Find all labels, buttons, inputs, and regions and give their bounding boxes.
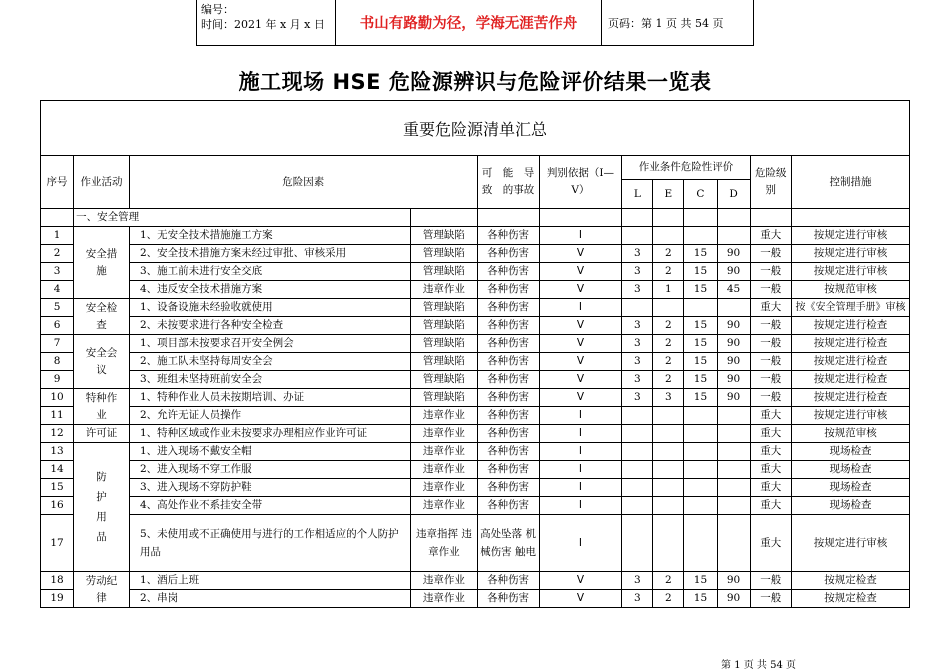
hazard-factor: 1、特种作业人员未按期培训、办证 — [129, 389, 410, 407]
value-L: 3 — [622, 335, 653, 353]
risk-level: 一般 — [750, 263, 791, 281]
hazard-type: 违章作业 — [411, 479, 477, 497]
table-row — [41, 281, 910, 299]
table-row — [41, 515, 910, 572]
row-number: 13 — [41, 443, 74, 461]
value-D — [717, 443, 750, 461]
basis: Ⅰ — [539, 227, 622, 245]
value-D — [717, 461, 750, 479]
basis: Ⅴ — [539, 335, 622, 353]
value-E: 2 — [653, 335, 684, 353]
page-footer: 第 1 页 共 54 页 — [721, 660, 796, 671]
hazard-type: 管理缺陷 — [411, 371, 477, 389]
value-L — [622, 515, 653, 572]
document-header — [196, 0, 754, 46]
value-C: 15 — [684, 353, 717, 371]
table-row — [41, 389, 910, 407]
hazard-type: 违章作业 — [411, 497, 477, 515]
value-E — [653, 461, 684, 479]
accident: 各种伤害 — [477, 353, 539, 371]
table-row — [41, 317, 910, 335]
activity-group: 劳动纪律 — [74, 572, 130, 608]
basis: Ⅴ — [539, 590, 622, 608]
header-activity: 作业活动 — [74, 156, 130, 209]
hazard-factor: 3、施工前未进行安全交底 — [129, 263, 410, 281]
value-D — [717, 425, 750, 443]
value-D: 90 — [717, 353, 750, 371]
risk-level: 重大 — [750, 425, 791, 443]
value-E: 2 — [653, 263, 684, 281]
control-measure: 按规定检查 — [791, 590, 909, 608]
value-D: 90 — [717, 245, 750, 263]
value-C: 15 — [684, 245, 717, 263]
basis: Ⅴ — [539, 245, 622, 263]
accident: 各种伤害 — [477, 425, 539, 443]
value-L — [622, 299, 653, 317]
control-measure: 按规定进行检查 — [791, 317, 909, 335]
value-E — [653, 425, 684, 443]
row-number: 1 — [41, 227, 74, 245]
row-number: 17 — [41, 515, 74, 572]
value-D: 90 — [717, 317, 750, 335]
accident: 各种伤害 — [477, 407, 539, 425]
value-C: 15 — [684, 263, 717, 281]
hazard-type: 管理缺陷 — [411, 389, 477, 407]
basis: Ⅰ — [539, 407, 622, 425]
hazard-factor: 2、施工队未坚持每周安全会 — [129, 353, 410, 371]
value-E: 1 — [653, 281, 684, 299]
section-label: 一、安全管理 — [74, 209, 411, 227]
hazard-type: 违章作业 — [411, 590, 477, 608]
value-L: 3 — [622, 263, 653, 281]
value-E: 2 — [653, 353, 684, 371]
header-basis: 判别依据（Ⅰ—Ⅴ） — [539, 156, 622, 209]
value-L — [622, 425, 653, 443]
hazard-factor: 1、酒后上班 — [129, 572, 410, 590]
control-measure: 按规定进行审核 — [791, 263, 909, 281]
basis: Ⅰ — [539, 299, 622, 317]
accident: 各种伤害 — [477, 461, 539, 479]
header-control: 控制措施 — [791, 156, 909, 209]
value-C — [684, 299, 717, 317]
value-L: 3 — [622, 572, 653, 590]
control-measure: 现场检查 — [791, 497, 909, 515]
row-number: 9 — [41, 371, 74, 389]
control-measure: 按规定进行审核 — [791, 515, 909, 572]
accident: 各种伤害 — [477, 590, 539, 608]
control-measure: 按规定进行检查 — [791, 371, 909, 389]
risk-level: 重大 — [750, 443, 791, 461]
value-L — [622, 497, 653, 515]
risk-level: 重大 — [750, 299, 791, 317]
hazard-factor: 3、进入现场不穿防护鞋 — [129, 479, 410, 497]
value-L: 3 — [622, 371, 653, 389]
header-L: L — [622, 180, 653, 209]
basis: Ⅴ — [539, 572, 622, 590]
value-C — [684, 461, 717, 479]
hazard-factor: 1、项目部未按要求召开安全例会 — [129, 335, 410, 353]
hazard-type: 违章作业 — [411, 425, 477, 443]
value-E — [653, 497, 684, 515]
value-C: 15 — [684, 317, 717, 335]
risk-level: 重大 — [750, 227, 791, 245]
table-row — [41, 479, 910, 497]
value-C — [684, 479, 717, 497]
header-meta — [196, 0, 336, 46]
basis: Ⅴ — [539, 317, 622, 335]
basis: Ⅰ — [539, 515, 622, 572]
risk-level: 重大 — [750, 497, 791, 515]
value-C: 15 — [684, 590, 717, 608]
hazard-factor: 1、无安全技术措施施工方案 — [129, 227, 410, 245]
hazard-factor: 4、高处作业不系挂安全带 — [129, 497, 410, 515]
hazard-type: 管理缺陷 — [411, 227, 477, 245]
value-D: 90 — [717, 590, 750, 608]
control-measure: 按规定进行审核 — [791, 227, 909, 245]
value-D — [717, 515, 750, 572]
value-C — [684, 425, 717, 443]
value-C: 15 — [684, 371, 717, 389]
value-L — [622, 479, 653, 497]
hazard-factor: 3、班组未坚持班前安全会 — [129, 371, 410, 389]
header-E: E — [653, 180, 684, 209]
row-number: 16 — [41, 497, 74, 515]
value-E: 2 — [653, 317, 684, 335]
risk-level: 重大 — [750, 515, 791, 572]
accident: 各种伤害 — [477, 281, 539, 299]
hazard-type: 管理缺陷 — [411, 245, 477, 263]
accident: 各种伤害 — [477, 443, 539, 461]
activity-group: 安全会议 — [74, 335, 130, 389]
control-measure: 按规定进行检查 — [791, 389, 909, 407]
hazard-table — [40, 155, 910, 608]
value-E — [653, 515, 684, 572]
value-D — [717, 299, 750, 317]
value-E: 2 — [653, 371, 684, 389]
value-E: 2 — [653, 572, 684, 590]
hazard-type: 违章指挥 违章作业 — [411, 515, 477, 572]
risk-level: 一般 — [750, 335, 791, 353]
table-row — [41, 590, 910, 608]
accident: 各种伤害 — [477, 572, 539, 590]
value-L: 3 — [622, 245, 653, 263]
control-measure: 按规范审核 — [791, 281, 909, 299]
accident: 各种伤害 — [477, 227, 539, 245]
table-row — [41, 353, 910, 371]
table-row — [41, 461, 910, 479]
value-L — [622, 407, 653, 425]
value-L: 3 — [622, 317, 653, 335]
risk-level: 一般 — [750, 590, 791, 608]
accident: 各种伤害 — [477, 245, 539, 263]
value-L: 3 — [622, 353, 653, 371]
number-label: 编号： — [201, 3, 234, 16]
section-seq-empty — [41, 209, 74, 227]
hazard-type: 违章作业 — [411, 281, 477, 299]
hazard-factor: 2、未按要求进行各种安全检查 — [129, 317, 410, 335]
value-D: 90 — [717, 371, 750, 389]
row-number: 12 — [41, 425, 74, 443]
control-measure: 按《安全管理手册》审核 — [791, 299, 909, 317]
header-C: C — [684, 180, 717, 209]
table-row — [41, 335, 910, 353]
hazard-factor: 1、特种区域或作业未按要求办理相应作业许可证 — [129, 425, 410, 443]
table-row — [41, 497, 910, 515]
activity-group: 防护用品 — [74, 443, 130, 572]
risk-level: 一般 — [750, 281, 791, 299]
row-number: 11 — [41, 407, 74, 425]
accident: 各种伤害 — [477, 371, 539, 389]
row-number: 19 — [41, 590, 74, 608]
header-level: 危险级别 — [750, 156, 791, 209]
risk-level: 一般 — [750, 353, 791, 371]
accident: 各种伤害 — [477, 389, 539, 407]
control-measure: 现场检查 — [791, 479, 909, 497]
table-row — [41, 371, 910, 389]
value-E — [653, 299, 684, 317]
row-number: 18 — [41, 572, 74, 590]
row-number: 15 — [41, 479, 74, 497]
value-C: 15 — [684, 389, 717, 407]
row-number: 7 — [41, 335, 74, 353]
control-measure: 按规定进行审核 — [791, 407, 909, 425]
control-measure: 按规定进行审核 — [791, 245, 909, 263]
hazard-factor: 1、进入现场不戴安全帽 — [129, 443, 410, 461]
value-D — [717, 227, 750, 245]
row-number: 2 — [41, 245, 74, 263]
table-row — [41, 425, 910, 443]
value-L — [622, 461, 653, 479]
hazard-type: 违章作业 — [411, 461, 477, 479]
hazard-factor: 4、违反安全技术措施方案 — [129, 281, 410, 299]
row-number: 5 — [41, 299, 74, 317]
basis: Ⅴ — [539, 353, 622, 371]
basis: Ⅰ — [539, 497, 622, 515]
page-title: 施工现场 HSE 危险源辨识与危险评价结果一览表 — [238, 70, 712, 94]
accident: 各种伤害 — [477, 299, 539, 317]
hazard-factor: 2、安全技术措施方案未经过审批、审核采用 — [129, 245, 410, 263]
hazard-factor: 5、未使用或不正确使用与进行的工作相适应的个人防护用品 — [129, 515, 410, 572]
value-L: 3 — [622, 281, 653, 299]
table-subtitle: 重要危险源清单汇总 — [40, 100, 910, 156]
value-E: 3 — [653, 389, 684, 407]
control-measure: 按规定进行检查 — [791, 335, 909, 353]
risk-level: 一般 — [750, 245, 791, 263]
value-C: 15 — [684, 335, 717, 353]
risk-level: 重大 — [750, 479, 791, 497]
value-D — [717, 497, 750, 515]
value-D: 90 — [717, 389, 750, 407]
value-C — [684, 227, 717, 245]
accident: 各种伤害 — [477, 479, 539, 497]
row-number: 8 — [41, 353, 74, 371]
hazard-type: 违章作业 — [411, 572, 477, 590]
value-D: 90 — [717, 572, 750, 590]
value-E — [653, 479, 684, 497]
risk-level: 重大 — [750, 461, 791, 479]
header-D: D — [717, 180, 750, 209]
risk-level: 重大 — [750, 407, 791, 425]
activity-group: 特种作业 — [74, 389, 130, 425]
hazard-factor: 2、串岗 — [129, 590, 410, 608]
table-row — [41, 572, 910, 590]
hazard-type: 管理缺陷 — [411, 317, 477, 335]
value-E — [653, 227, 684, 245]
value-C — [684, 407, 717, 425]
table-row — [41, 407, 910, 425]
accident: 各种伤害 — [477, 497, 539, 515]
activity-group: 安全检查 — [74, 299, 130, 335]
hazard-type: 管理缺陷 — [411, 335, 477, 353]
basis: Ⅴ — [539, 281, 622, 299]
basis: Ⅴ — [539, 371, 622, 389]
row-number: 6 — [41, 317, 74, 335]
risk-level: 一般 — [750, 317, 791, 335]
table-row — [41, 263, 910, 281]
table-row — [41, 443, 910, 461]
value-E: 2 — [653, 245, 684, 263]
value-C: 15 — [684, 572, 717, 590]
page-info: 页码：第 1 页 共 54 页 — [602, 0, 754, 46]
motto: 书山有路勤为径，学海无涯苦作舟 — [336, 0, 602, 46]
value-C: 15 — [684, 281, 717, 299]
control-measure: 按规定进行检查 — [791, 353, 909, 371]
control-measure: 按规范审核 — [791, 425, 909, 443]
header-accident: 可 能 导 致 的事故 — [477, 156, 539, 209]
hazard-type: 违章作业 — [411, 407, 477, 425]
table-row — [41, 227, 910, 245]
activity-group: 许可证 — [74, 425, 130, 443]
basis: Ⅴ — [539, 389, 622, 407]
hazard-type: 违章作业 — [411, 443, 477, 461]
value-E — [653, 443, 684, 461]
header-eval: 作业条件危险性评价 — [622, 156, 750, 180]
row-number: 4 — [41, 281, 74, 299]
hazard-factor: 2、允许无证人员操作 — [129, 407, 410, 425]
value-D: 90 — [717, 335, 750, 353]
value-E: 2 — [653, 590, 684, 608]
table-row — [41, 299, 910, 317]
risk-level: 一般 — [750, 371, 791, 389]
value-C — [684, 497, 717, 515]
accident: 高处坠落 机械伤害 触电 — [477, 515, 539, 572]
value-D: 45 — [717, 281, 750, 299]
header-factor: 危险因素 — [129, 156, 477, 209]
basis: Ⅰ — [539, 425, 622, 443]
row-number: 14 — [41, 461, 74, 479]
basis: Ⅰ — [539, 461, 622, 479]
value-C — [684, 515, 717, 572]
value-L — [622, 227, 653, 245]
risk-level: 一般 — [750, 389, 791, 407]
row-number: 3 — [41, 263, 74, 281]
value-D — [717, 407, 750, 425]
value-D — [717, 479, 750, 497]
hazard-type: 管理缺陷 — [411, 353, 477, 371]
table-row — [41, 245, 910, 263]
control-measure: 现场检查 — [791, 443, 909, 461]
hazard-factor: 1、设备设施未经验收就使用 — [129, 299, 410, 317]
risk-level: 一般 — [750, 572, 791, 590]
date-line: 时间：2021 年 x 月 x 日 — [201, 18, 325, 31]
activity-group: 安全措施 — [74, 227, 130, 299]
value-L — [622, 443, 653, 461]
accident: 各种伤害 — [477, 317, 539, 335]
row-number: 10 — [41, 389, 74, 407]
accident: 各种伤害 — [477, 263, 539, 281]
hazard-type: 管理缺陷 — [411, 263, 477, 281]
basis: Ⅴ — [539, 263, 622, 281]
basis: Ⅰ — [539, 443, 622, 461]
control-measure: 按规定检查 — [791, 572, 909, 590]
value-C — [684, 443, 717, 461]
control-measure: 现场检查 — [791, 461, 909, 479]
hazard-factor: 2、进入现场不穿工作服 — [129, 461, 410, 479]
header-seq: 序号 — [41, 156, 74, 209]
value-L: 3 — [622, 389, 653, 407]
value-E — [653, 407, 684, 425]
basis: Ⅰ — [539, 479, 622, 497]
accident: 各种伤害 — [477, 335, 539, 353]
hazard-type: 管理缺陷 — [411, 299, 477, 317]
value-D: 90 — [717, 263, 750, 281]
value-L: 3 — [622, 590, 653, 608]
